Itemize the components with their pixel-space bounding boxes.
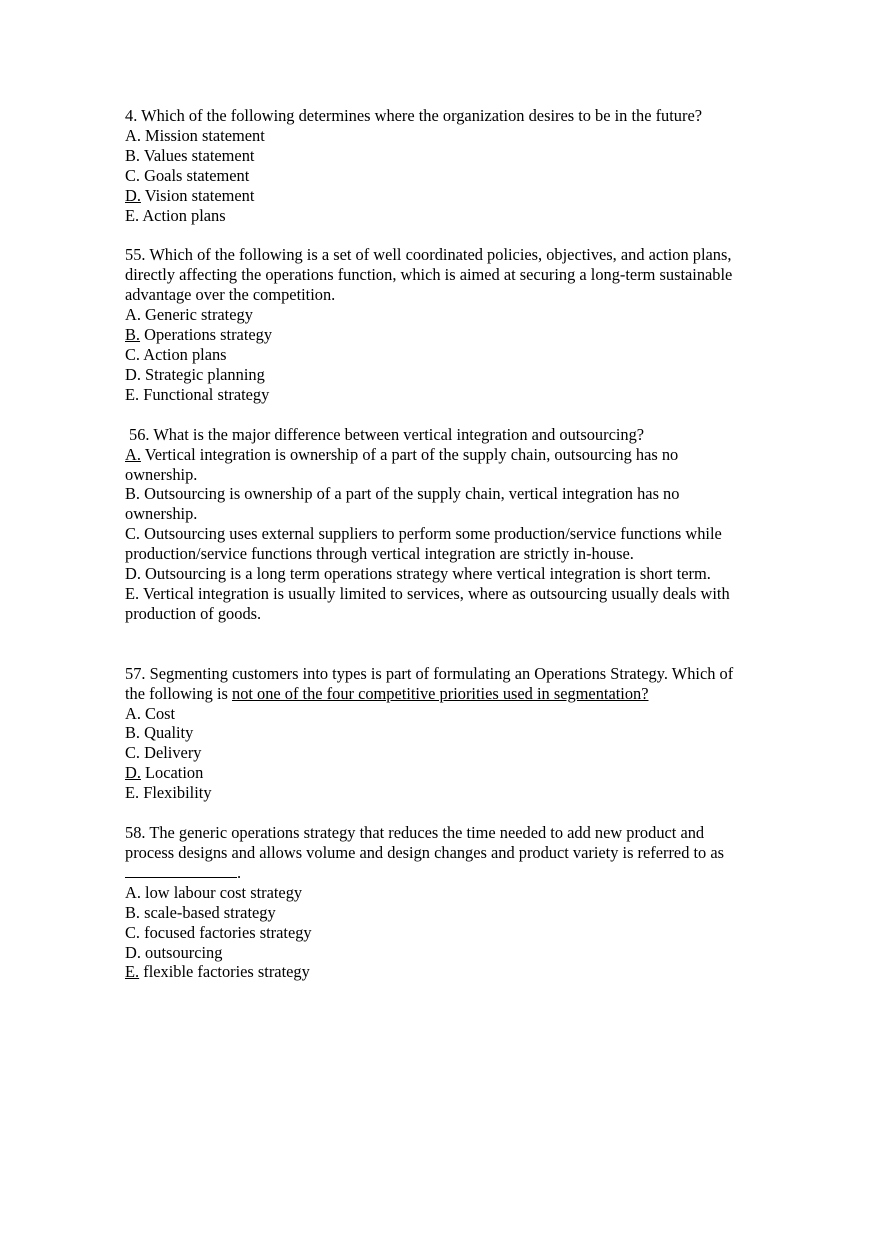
option-e-cont: production of goods. <box>125 603 262 623</box>
question-stem: 58. The generic operations strategy that reduces the time needed to add new product and <box>125 823 705 843</box>
option-a: A. low labour cost strategy <box>125 882 303 902</box>
question-stem-cont: advantage over the competition. <box>125 285 336 305</box>
option-a: A. Mission statement <box>125 125 265 145</box>
option-d: D. Outsourcing is a long term operations strategy where vertical integration is short term. <box>125 564 711 584</box>
question-stem-cont: directly affecting the operations function, which is aimed at securing a long-term sustainable <box>125 265 733 285</box>
question-55 <box>125 245 785 404</box>
document-page <box>125 106 785 1002</box>
question-stem-cont: process designs and allows volume and design changes and product variety is referred to as <box>125 843 724 862</box>
option-c: C. Delivery <box>125 743 202 763</box>
question-stem: 57. Segmenting customers into types is part of formulating an Operations Strategy. Which of <box>125 663 734 683</box>
option-e: E. Functional strategy <box>125 384 270 404</box>
option-b: B. scale-based strategy <box>125 902 276 922</box>
option-d: D. Strategic planning <box>125 364 265 384</box>
option-a-answer: A. Vertical integration is ownership of a part of the supply chain, outsourcing has no <box>125 444 679 464</box>
underlined-phrase: not one of the four competitive priorities used in segmentation? <box>232 683 649 703</box>
option-b: B. Values statement <box>125 145 255 165</box>
option-c: C. Outsourcing uses external suppliers to perform some production/service functions while <box>125 524 722 544</box>
question-57 <box>125 664 785 803</box>
option-b: B. Outsourcing is ownership of a part of the supply chain, vertical integration has no <box>125 484 680 504</box>
answer-marker: B. <box>125 325 141 345</box>
question-stem: 55. Which of the following is a set of well coordinated policies, objectives, and action plans, <box>125 245 732 265</box>
option-e: E. Flexibility <box>125 783 212 803</box>
option-c: C. focused factories strategy <box>125 922 312 942</box>
option-b-answer: B. Operations strategy <box>125 325 273 345</box>
option-a-cont: ownership. <box>125 464 198 484</box>
option-b: B. Quality <box>125 723 194 743</box>
option-c: C. Action plans <box>125 344 227 364</box>
option-d-answer: D. Vision statement <box>125 185 255 205</box>
question-stem-cont: the following is not one of the four competitive priorities used in segmentation? <box>125 683 649 703</box>
option-e: E. Vertical integration is usually limited to services, where as outsourcing usually deals with <box>125 583 730 603</box>
option-a: A. Cost <box>125 703 176 723</box>
answer-marker: A. <box>125 444 141 464</box>
option-b-cont: ownership. <box>125 504 198 524</box>
question-stem: 56. What is the major difference between vertical integration and outsourcing? <box>129 424 645 444</box>
option-a: A. Generic strategy <box>125 305 253 325</box>
answer-blank-line: . <box>125 863 785 883</box>
question-4 <box>125 106 785 225</box>
answer-marker: D. <box>125 185 141 205</box>
option-e-answer: E. flexible factories strategy <box>125 962 310 982</box>
option-d: D. outsourcing <box>125 942 223 962</box>
option-c-cont: production/service functions through vertical integration are strictly in-house. <box>125 544 634 564</box>
question-stem: 4. Which of the following determines where the organization desires to be in the future? <box>125 106 703 125</box>
option-d-answer: D. Location <box>125 763 204 783</box>
answer-blank <box>125 863 237 878</box>
option-e: E. Action plans <box>125 205 226 225</box>
question-58 <box>125 823 785 982</box>
answer-marker: E. <box>125 962 140 982</box>
question-56 <box>125 425 785 624</box>
answer-marker: D. <box>125 763 141 783</box>
option-c: C. Goals statement <box>125 165 250 185</box>
